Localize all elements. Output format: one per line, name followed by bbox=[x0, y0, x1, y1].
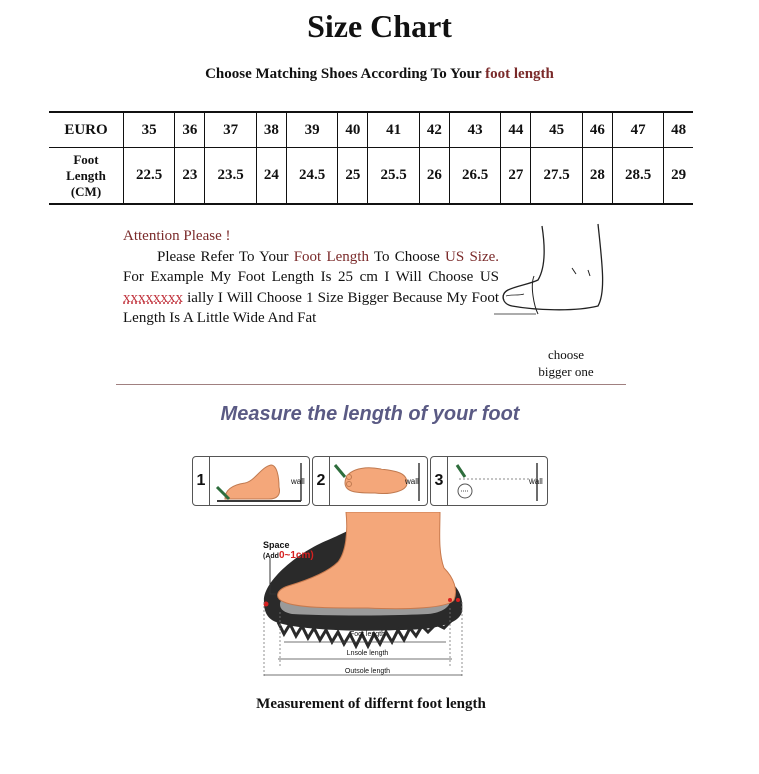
step-1-panel bbox=[192, 456, 310, 506]
diagram-caption: Measurement of differnt foot length bbox=[256, 696, 486, 712]
space-label: Space bbox=[263, 540, 290, 550]
euro-cell: 42 bbox=[419, 112, 449, 148]
euro-cell: 48 bbox=[664, 112, 693, 148]
foot-length-cell: 27 bbox=[501, 148, 531, 205]
attention-highlight-us-size: US Size. bbox=[445, 248, 500, 265]
attention-body bbox=[123, 247, 499, 329]
euro-row bbox=[49, 112, 693, 148]
euro-cell: 43 bbox=[449, 112, 500, 148]
section-divider bbox=[116, 384, 626, 385]
foot-length-header bbox=[49, 148, 124, 205]
attention-highlight-foot-length: Foot Length bbox=[293, 248, 369, 265]
foot-length-cell: 29 bbox=[671, 167, 687, 183]
foot-length-cell: 28.5 bbox=[612, 148, 663, 205]
choose-line: choose bbox=[547, 347, 585, 362]
choose-bigger-note bbox=[530, 346, 602, 380]
measure-title: Measure the length of your foot bbox=[220, 403, 520, 425]
foot-length-cell: 23.5 bbox=[205, 148, 256, 205]
page-title: Size Chart bbox=[307, 8, 452, 44]
subtitle-text: Choose Matching Shoes According To Your bbox=[205, 66, 482, 82]
outsole-length-label: Outsole length bbox=[344, 668, 391, 675]
euro-cell: 44 bbox=[501, 112, 531, 148]
foot-length-header-line: (CM) bbox=[70, 183, 102, 199]
euro-cell: 36 bbox=[175, 112, 205, 148]
step-2-panel bbox=[312, 456, 428, 506]
red-marker bbox=[448, 598, 452, 602]
foot-length-label: Foot length bbox=[349, 631, 386, 638]
foot-length-cell: 26.5 bbox=[449, 148, 500, 205]
red-marker bbox=[456, 598, 460, 602]
euro-cell: 38 bbox=[256, 112, 286, 148]
foot-length-cell: 24 bbox=[256, 148, 286, 205]
space-pointer-icon bbox=[268, 558, 280, 598]
euro-cell: 37 bbox=[205, 112, 256, 148]
subtitle-highlight: foot length bbox=[485, 66, 554, 82]
foot-sketch-icon bbox=[494, 222, 606, 330]
euro-cell: 40 bbox=[338, 112, 368, 148]
wall-label: wall bbox=[291, 477, 305, 486]
choose-line: bigger one bbox=[538, 364, 594, 379]
attention-redacted: xxxxxxxx bbox=[123, 289, 183, 306]
attention-heading: Attention Please ! bbox=[123, 228, 231, 244]
euro-cell: 35 bbox=[124, 112, 175, 148]
foot-length-cell: 25 bbox=[338, 148, 368, 205]
attention-text: ially I Will Choose 1 Size Bigger Because My Foot Length Is A Little Wide And Fat bbox=[123, 289, 499, 326]
wall-label: wall bbox=[529, 477, 543, 486]
foot-length-cell: 23 bbox=[175, 148, 205, 205]
euro-cell: 45 bbox=[531, 112, 582, 148]
euro-cell: 39 bbox=[286, 112, 337, 148]
insole-length-label: Lnsole length bbox=[346, 650, 389, 657]
euro-cell: 46 bbox=[582, 112, 612, 148]
attention-text: Please Refer To Your bbox=[157, 248, 289, 265]
step-3-panel bbox=[430, 456, 548, 506]
euro-header: EURO bbox=[49, 112, 124, 148]
euro-cell: 47 bbox=[612, 112, 663, 148]
wall-label: wall bbox=[405, 477, 419, 486]
size-table bbox=[49, 111, 693, 205]
foot-length-cell: 27.5 bbox=[531, 148, 582, 205]
foot-length-cell: 25.5 bbox=[368, 148, 419, 205]
foot-length-cell: 28 bbox=[582, 148, 612, 205]
space-range: 0~1cm) bbox=[278, 550, 314, 561]
page-subtitle bbox=[0, 66, 759, 83]
step-number: 3 bbox=[431, 457, 448, 505]
foot-length-cell: 24.5 bbox=[286, 148, 337, 205]
foot-length-header-line: Foot bbox=[73, 151, 99, 167]
foot-length-cell: 22.5 bbox=[124, 148, 175, 205]
attention-text: To Choose bbox=[373, 248, 440, 265]
foot-length-row bbox=[49, 148, 693, 205]
space-add: (Add bbox=[263, 553, 279, 560]
attention-note bbox=[123, 226, 499, 329]
step-number: 1 bbox=[193, 457, 210, 505]
euro-cell: 41 bbox=[368, 112, 419, 148]
step-number: 2 bbox=[313, 457, 330, 505]
foot-length-cell: 26 bbox=[419, 148, 449, 205]
foot-length-header-line: Length bbox=[66, 167, 106, 183]
attention-text: For Example My Foot Length Is 25 cm I Will Choose US bbox=[123, 269, 499, 285]
